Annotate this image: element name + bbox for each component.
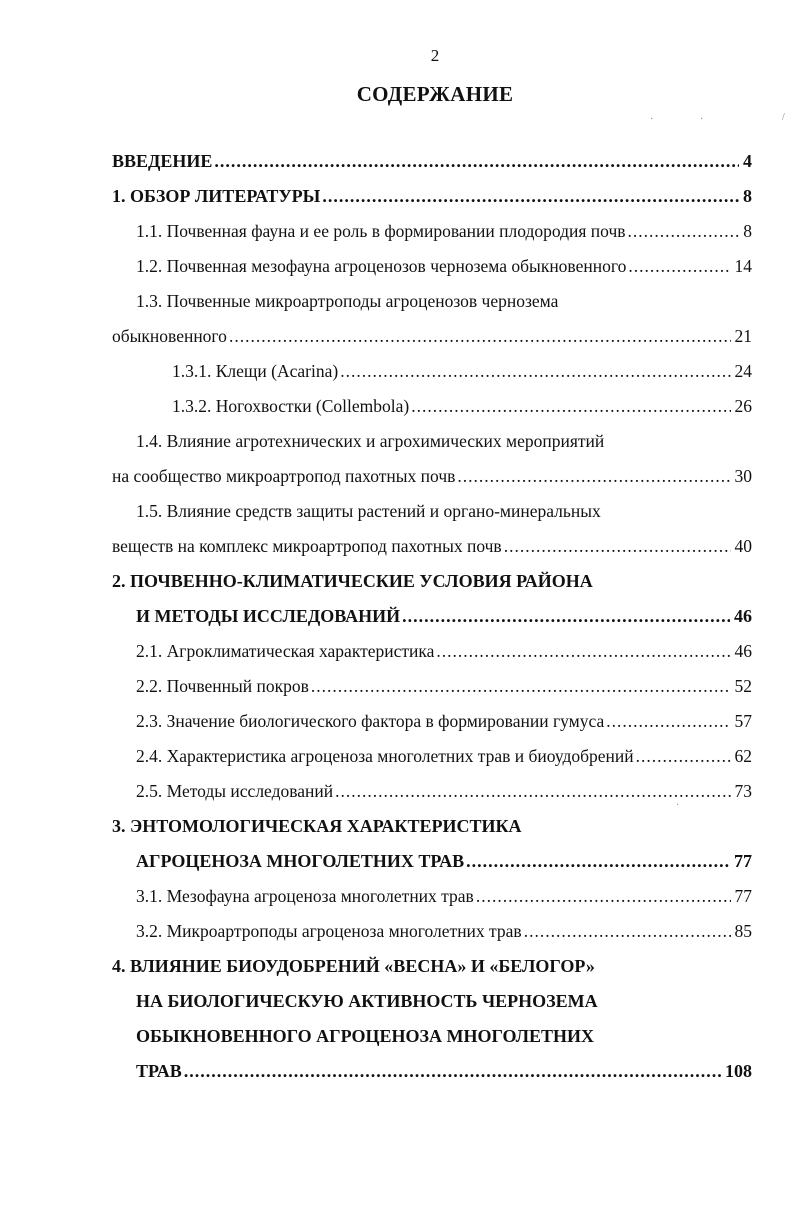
toc-entry-page: 4 [743, 151, 752, 171]
toc-entry-chapter-2-line-2 [136, 603, 752, 629]
toc-entry-text: веществ на комплекс микроартропод пахотных почв [112, 536, 502, 556]
toc-entry-section-2-4 [136, 743, 752, 769]
page-number: 2 [430, 46, 440, 65]
toc-entry-page: 85 [734, 921, 752, 941]
dot-leader [504, 533, 731, 559]
toc-entry-chapter-3-line-2 [136, 848, 752, 874]
toc-entry-page: 73 [734, 781, 752, 801]
toc-entry-page: 26 [734, 396, 752, 416]
dot-leader [229, 323, 731, 349]
toc-entry-chapter-4-line-3 [136, 1023, 752, 1049]
toc-entry-page: 21 [734, 326, 752, 346]
toc-entry-page: 77 [734, 851, 752, 871]
dot-leader [402, 603, 730, 629]
toc-entry-chapter-1 [112, 183, 752, 209]
toc-entry-text: 1.2. Почвенная мезофауна агроценозов чернозема обыкновенного [136, 256, 627, 276]
toc-entry-text: 3.2. Микроартроподы агроценоза многолетних трав [136, 921, 522, 941]
toc-entry-section-3-1 [136, 883, 752, 909]
dot-leader [335, 778, 730, 804]
dot-leader [214, 148, 739, 174]
toc-entry-text: 1.3.1. Клещи (Acarina) [172, 361, 339, 381]
toc-entry-text: обыкновенного [112, 326, 227, 346]
toc-entry-chapter-2-line-1 [112, 568, 752, 594]
toc-entry-section-2-1 [136, 638, 752, 664]
dot-leader [476, 883, 731, 909]
toc-entry-section-2-2 [136, 673, 752, 699]
toc-entry-text: ТРАВ [136, 1061, 182, 1081]
toc-entry-text: 2.5. Методы исследований [136, 781, 334, 801]
toc-entry-section-1-5-line-1 [136, 498, 752, 524]
dot-leader [524, 918, 731, 944]
toc-entry-text: 2.2. Почвенный покров [136, 676, 309, 696]
toc-entry-chapter-4-line-4 [136, 1058, 752, 1084]
toc-entry-section-1-4-line-2 [112, 463, 752, 489]
toc-entry-section-2-5 [136, 778, 752, 804]
toc-entry-section-1-5-line-2 [112, 533, 752, 559]
toc-entry-text: 3.1. Мезофауна агроценоза многолетних трав [136, 886, 474, 906]
toc-entry-text: на сообщество микроартропод пахотных почв [112, 466, 456, 486]
toc-entry-page: 40 [734, 536, 752, 556]
scan-speck: / [782, 112, 785, 123]
toc-entry-text: 4. ВЛИЯНИЕ БИОУДОБРЕНИЙ «ВЕСНА» И «БЕЛОГОР» [112, 956, 595, 976]
toc-entry-text: 2. ПОЧВЕННО-КЛИМАТИЧЕСКИЕ УСЛОВИЯ РАЙОНА [112, 571, 593, 591]
dot-leader [311, 673, 731, 699]
dot-leader [457, 463, 730, 489]
dot-leader [340, 358, 730, 384]
toc-entry-page: 14 [734, 256, 752, 276]
toc-entry-text: 2.3. Значение биологического фактора в формировании гумуса [136, 711, 605, 731]
toc-entry-text: 1.3.2. Ногохвостки (Collembola) [172, 396, 410, 416]
toc-entry-chapter-3-line-1 [112, 813, 752, 839]
dot-leader [184, 1058, 721, 1084]
toc-entry-text: ВВЕДЕНИЕ [112, 151, 213, 171]
toc-entry-text: И МЕТОДЫ ИССЛЕДОВАНИЙ [136, 606, 401, 626]
toc-entry-page: 108 [725, 1061, 752, 1081]
dot-leader [636, 743, 731, 769]
toc-entry-text: НА БИОЛОГИЧЕСКУЮ АКТИВНОСТЬ ЧЕРНОЗЕМА [136, 991, 598, 1011]
dot-leader [322, 183, 739, 209]
scan-speck: · [700, 114, 704, 125]
toc-entry-intro [112, 148, 752, 174]
toc-entry-section-1-4-line-1 [136, 428, 752, 454]
toc-entry-chapter-4-line-2 [136, 988, 752, 1014]
dot-leader [628, 218, 740, 244]
toc-entry-page: 62 [734, 746, 752, 766]
toc-entry-text: 1.3. Почвенные микроартроподы агроценозов чернозема [136, 291, 559, 311]
toc-entry-text: АГРОЦЕНОЗА МНОГОЛЕТНИХ ТРАВ [136, 851, 465, 871]
toc-entry-section-1-3-1 [172, 358, 752, 384]
page-title: СОДЕРЖАНИЕ [356, 82, 514, 106]
toc-entry-section-2-3 [136, 708, 752, 734]
dot-leader [466, 848, 730, 874]
toc-entry-page: 8 [743, 221, 752, 241]
toc-entry-section-1-3-line-1 [136, 288, 752, 314]
scan-speck: · [650, 114, 654, 125]
toc-entry-text: ОБЫКНОВЕННОГО АГРОЦЕНОЗА МНОГОЛЕТНИХ [136, 1026, 595, 1046]
toc-entry-page: 8 [743, 186, 752, 206]
toc-entry-text: 1. ОБЗОР ЛИТЕРАТУРЫ [112, 186, 321, 206]
toc-entry-text: 1.1. Почвенная фауна и ее роль в формировании плодородия почв [136, 221, 626, 241]
toc-entry-text: 2.1. Агроклиматическая характеристика [136, 641, 435, 661]
toc-entry-text: 3. ЭНТОМОЛОГИЧЕСКАЯ ХАРАКТЕРИСТИКА [112, 816, 522, 836]
scan-speck: · [676, 800, 680, 811]
toc-entry-text: 1.4. Влияние агротехнических и агрохимических мероприятий [136, 431, 605, 451]
toc-entry-page: 46 [734, 606, 752, 626]
toc-entry-section-1-3-line-2 [112, 323, 752, 349]
toc-entry-text: 2.4. Характеристика агроценоза многолетних трав и биоудобрений [136, 746, 634, 766]
dot-leader [606, 708, 730, 734]
toc-entry-page: 57 [734, 711, 752, 731]
toc-entry-chapter-4-line-1 [112, 953, 752, 979]
toc-entry-section-3-2 [136, 918, 752, 944]
toc-entry-page: 52 [734, 676, 752, 696]
toc-entry-page: 24 [734, 361, 752, 381]
toc-entry-section-1-2 [136, 253, 752, 279]
dot-leader [411, 393, 730, 419]
dot-leader [436, 638, 730, 664]
toc-entry-page: 77 [734, 886, 752, 906]
dot-leader [628, 253, 730, 279]
toc-entry-section-1-1 [136, 218, 752, 244]
toc-entry-text: 1.5. Влияние средств защиты растений и органо-минеральных [136, 501, 601, 521]
toc-entry-page: 46 [734, 641, 752, 661]
toc-entry-section-1-3-2 [172, 393, 752, 419]
toc-entry-page: 30 [734, 466, 752, 486]
